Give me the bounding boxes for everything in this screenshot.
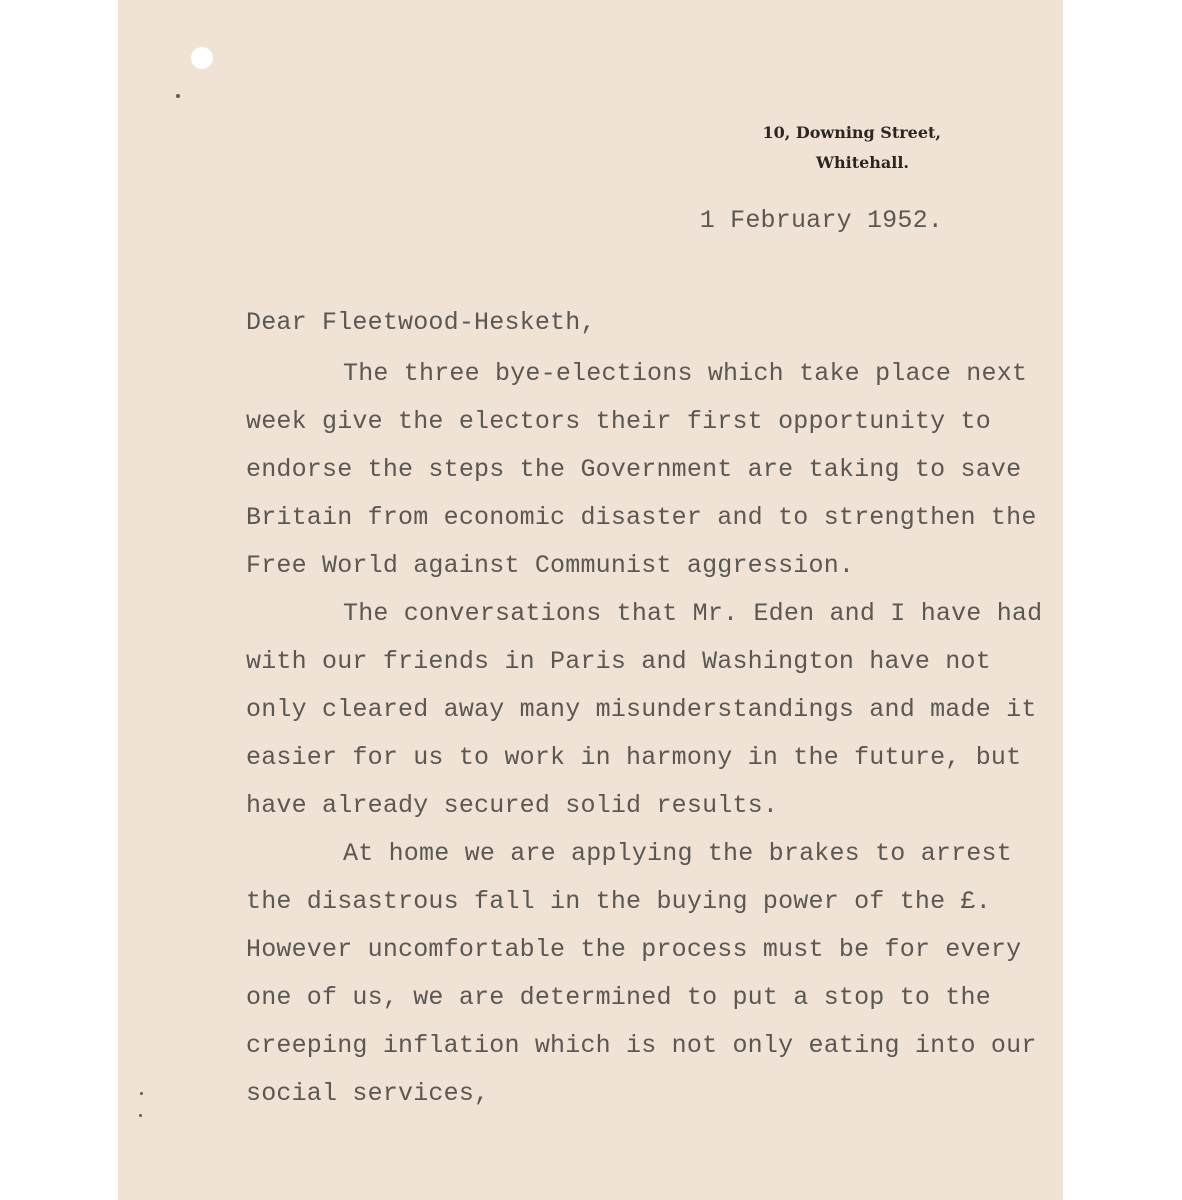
paper-speck [140,1092,143,1095]
body-paragraph-1: The three bye-elections which take place next week give the electors their first opportunity to endorse the steps the Government are taking to save Britain from economic disaster and to strengthen the Free World against Communist aggression. [246,359,1037,580]
letter-date: 1 February 1952. [699,206,943,235]
letterhead-locality: Whitehall. [816,153,909,172]
letterhead-address: 10, Downing Street, [762,123,941,142]
salutation: Dear Fleetwood-Hesketh, [246,308,596,337]
letter-page [118,0,1063,1200]
body-paragraph-2: The conversations that Mr. Eden and I have had with our friends in Paris and Washington have not only cleared away many misunderstandings and made it easier for us to work in harmony in the future, but have already secured solid results. [246,599,1043,820]
body-paragraph-3: At home we are applying the brakes to arrest the disastrous fall in the buying power of the £. However uncomfortable the process must be for every one of us, we are determined to put a stop to the creeping inflation which is not only eating into our social services, [246,839,1037,1108]
letterhead [762,118,941,178]
letter-body [246,350,1046,1118]
paper-speck [176,94,180,98]
punch-hole [191,47,213,69]
paper-speck [139,1114,142,1117]
